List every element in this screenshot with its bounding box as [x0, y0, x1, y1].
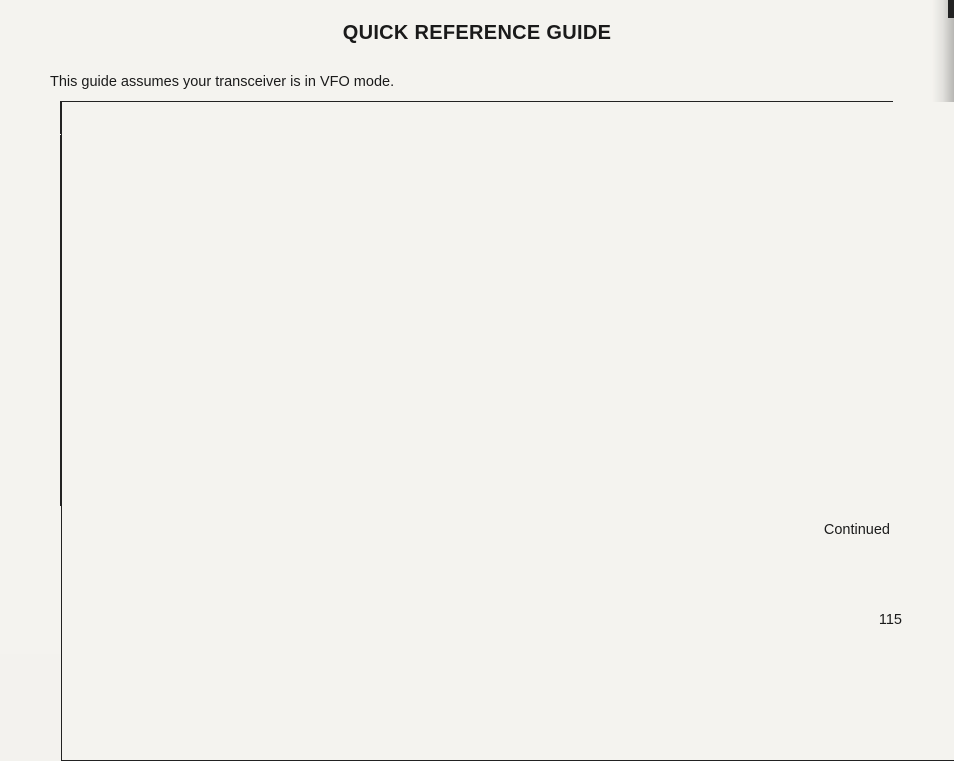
intro-text: This guide assumes your transceiver is in VFO mode.	[50, 74, 394, 90]
page-title: QUICK REFERENCE GUIDE	[0, 22, 954, 45]
table-row	[61, 477, 893, 506]
continued-label: Continued	[824, 522, 890, 538]
page-number: 115	[879, 612, 902, 628]
cell-page	[61, 102, 954, 761]
page-edge-mark	[948, 0, 954, 18]
quick-reference-table	[60, 101, 893, 506]
